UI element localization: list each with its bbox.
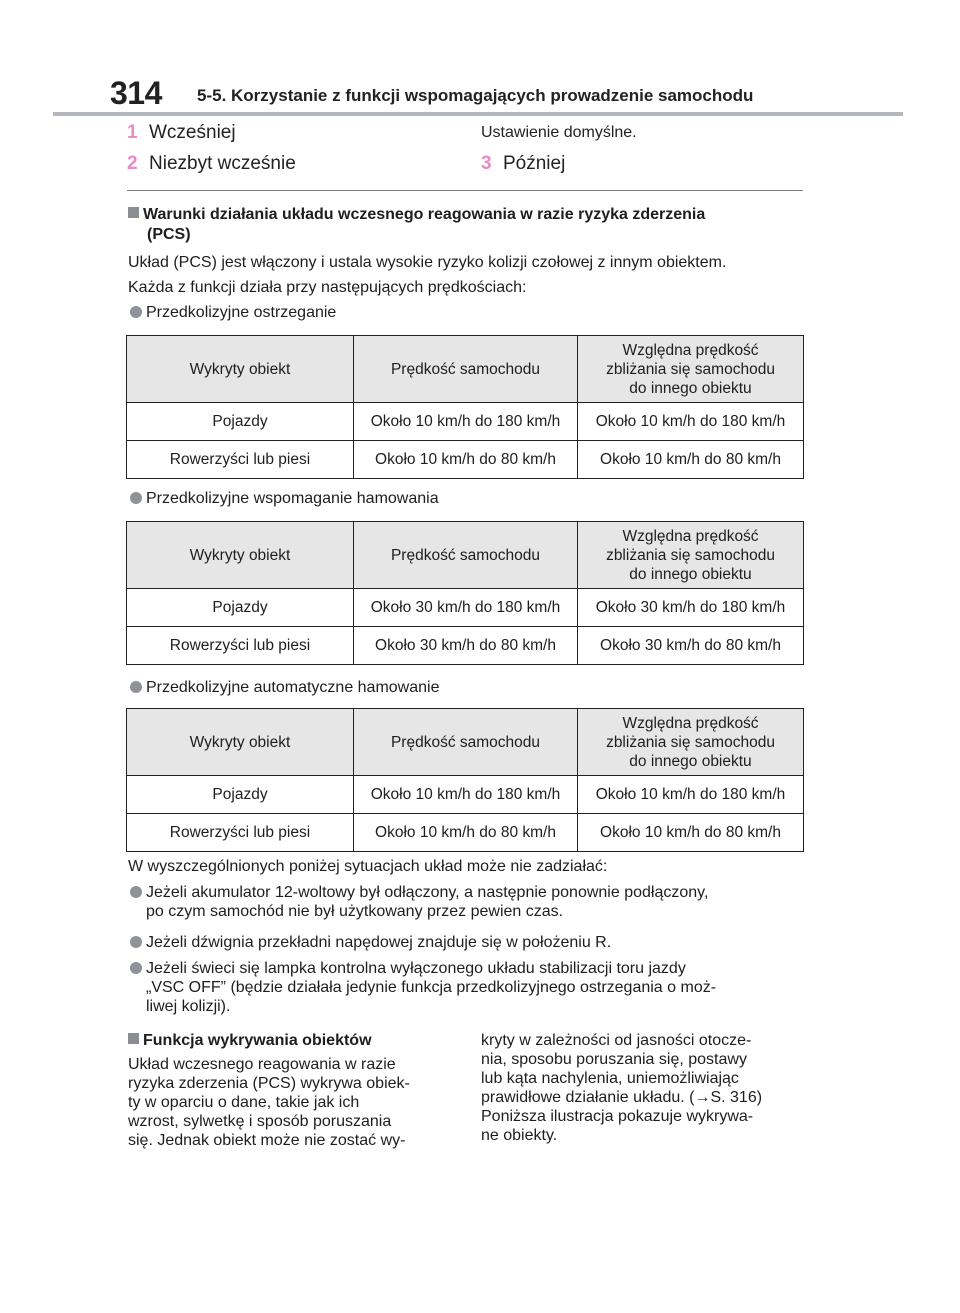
conditions-paragraph-2: Każda z funkcji działa przy następujących prędkościach: bbox=[128, 279, 527, 296]
table-row bbox=[127, 403, 804, 441]
header-relative-speed: Względna prędkość zbliżania się samochodu do innego obiektu bbox=[578, 522, 804, 589]
detection-heading: Funkcja wykrywania obiektów bbox=[128, 1031, 372, 1051]
table-cell: Około 30 km/h do 180 km/h bbox=[354, 589, 578, 627]
legend-number: 1 bbox=[127, 122, 138, 143]
speed-table-auto-brake bbox=[126, 708, 804, 852]
header-vehicle-speed: Prędkość samochodu bbox=[354, 709, 578, 776]
header-vehicle-speed: Prędkość samochodu bbox=[354, 336, 578, 403]
table-row bbox=[127, 814, 804, 852]
header-relative-speed: Względna prędkość zbliżania się samochodu do innego obiektu bbox=[578, 336, 804, 403]
table-cell: Około 10 km/h do 180 km/h bbox=[578, 776, 804, 814]
legend-item-2 bbox=[127, 153, 296, 175]
table-row bbox=[127, 441, 804, 479]
table-title-warning: Przedkolizyjne ostrzeganie bbox=[146, 303, 336, 322]
table-cell: Około 10 km/h do 80 km/h bbox=[578, 814, 804, 852]
table-title-brake-assist: Przedkolizyjne wspomaganie hamowania bbox=[146, 489, 439, 508]
table-cell: Rowerzyści lub piesi bbox=[127, 441, 354, 479]
section-divider bbox=[127, 190, 803, 191]
header-detected-object: Wykryty obiekt bbox=[127, 522, 354, 589]
table-cell: Około 10 km/h do 80 km/h bbox=[354, 814, 578, 852]
legend-label: Niezbyt wcześnie bbox=[149, 153, 296, 174]
header-detected-object: Wykryty obiekt bbox=[127, 709, 354, 776]
table-header-row bbox=[127, 336, 804, 403]
conditions-heading: Warunki działania układu wczesnego reagowania w razie ryzyka zderzenia (PCS) bbox=[128, 205, 808, 245]
square-bullet-icon bbox=[128, 1033, 139, 1044]
square-bullet-icon bbox=[128, 207, 139, 218]
table-header-row bbox=[127, 522, 804, 589]
legend-item-3 bbox=[481, 153, 565, 175]
bullet-icon bbox=[130, 306, 142, 318]
bullet-icon bbox=[130, 681, 142, 693]
exception-item: Jeżeli dźwignia przekładni napędowej znajduje się w położeniu R. bbox=[146, 933, 806, 952]
table-cell: Około 30 km/h do 80 km/h bbox=[578, 627, 804, 665]
legend-label: Wcześniej bbox=[149, 122, 236, 143]
bullet-icon bbox=[130, 962, 142, 974]
table-row bbox=[127, 776, 804, 814]
table-title-auto-brake: Przedkolizyjne automatyczne hamowanie bbox=[146, 678, 439, 697]
exception-item: Jeżeli świeci się lampka kontrolna wyłączonego układu stabilizacji toru jazdy „VSC OFF” (będzie działała jedynie funkcja przedkolizyjnego ostrzegania o moż- liwej kolizji). bbox=[146, 959, 806, 1016]
table-cell: Pojazdy bbox=[127, 403, 354, 441]
table-cell: Około 30 km/h do 80 km/h bbox=[354, 627, 578, 665]
legend-item-1 bbox=[127, 122, 236, 144]
table-cell: Około 10 km/h do 80 km/h bbox=[578, 441, 804, 479]
table-cell: Około 10 km/h do 80 km/h bbox=[354, 441, 578, 479]
speed-table-warning bbox=[126, 335, 804, 479]
bullet-icon bbox=[130, 936, 142, 948]
legend-label: Później bbox=[503, 153, 566, 174]
table-cell: Rowerzyści lub piesi bbox=[127, 814, 354, 852]
header-relative-speed: Względna prędkość zbliżania się samochodu do innego obiektu bbox=[578, 709, 804, 776]
table-cell: Około 30 km/h do 180 km/h bbox=[578, 589, 804, 627]
table-row bbox=[127, 589, 804, 627]
table-cell: Pojazdy bbox=[127, 776, 354, 814]
legend-note: Ustawienie domyślne. bbox=[481, 124, 637, 141]
detection-text-right: kryty w zależności od jasności otocze- nia, sposobu poruszania się, postawy lub kąta nachylenia, uniemożliwiając prawidłowe działanie układu. (→S. 316) Poniższa ilustracja pokazuje wykrywa- ne obiekty. bbox=[481, 1032, 763, 1144]
table-header-row bbox=[127, 709, 804, 776]
speed-table-brake-assist bbox=[126, 521, 804, 665]
header-rule bbox=[53, 112, 903, 116]
exception-item: Jeżeli akumulator 12-woltowy był odłączony, a następnie ponownie podłączony, po czym samochód nie był użytkowany przez pewien czas. bbox=[146, 883, 806, 921]
legend-number: 3 bbox=[481, 153, 492, 174]
detection-text-left: Układ wczesnego reagowania w razie ryzyka zderzenia (PCS) wykrywa obiek- ty w oparciu o dane, takie jak ich wzrost, sylwetkę i sposób poruszania się. Jednak obiekt może nie zostać wy- bbox=[128, 1056, 410, 1149]
header-detected-object: Wykryty obiekt bbox=[127, 336, 354, 403]
conditions-paragraph-1: Układ (PCS) jest włączony i ustala wysokie ryzyko kolizji czołowej z innym obiektem. bbox=[128, 254, 727, 271]
table-row bbox=[127, 627, 804, 665]
page-number: 314 bbox=[110, 75, 162, 111]
bullet-icon bbox=[130, 886, 142, 898]
table-cell: Pojazdy bbox=[127, 589, 354, 627]
bullet-icon bbox=[130, 492, 142, 504]
exceptions-intro: W wyszczególnionych poniżej sytuacjach układ może nie zadziałać: bbox=[128, 858, 608, 875]
header-vehicle-speed: Prędkość samochodu bbox=[354, 522, 578, 589]
table-cell: Około 10 km/h do 180 km/h bbox=[578, 403, 804, 441]
section-title: 5-5. Korzystanie z funkcji wspomagających prowadzenie samochodu bbox=[197, 86, 754, 105]
table-cell: Około 10 km/h do 180 km/h bbox=[354, 776, 578, 814]
legend-number: 2 bbox=[127, 153, 138, 174]
table-cell: Około 10 km/h do 180 km/h bbox=[354, 403, 578, 441]
table-cell: Rowerzyści lub piesi bbox=[127, 627, 354, 665]
